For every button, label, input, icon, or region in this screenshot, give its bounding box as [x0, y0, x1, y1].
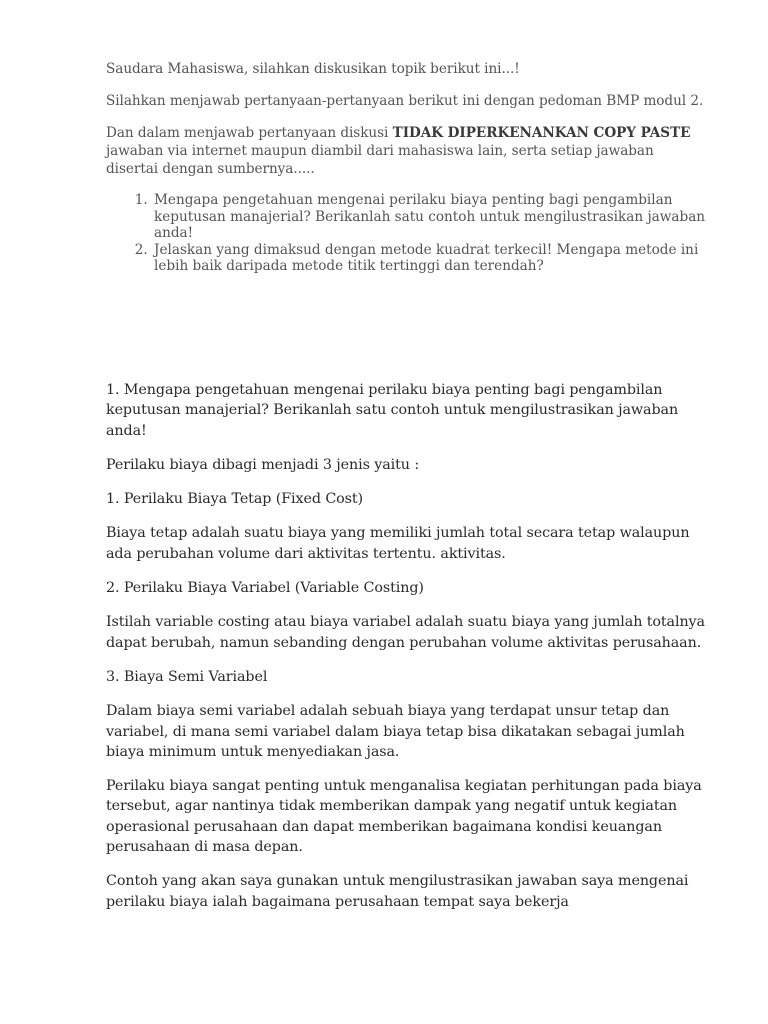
- answer-question-repeat: 1. Mengapa pengetahuan mengenai perilaku biaya penting bagi pengambilan keputusan manajerial? Berikanlah satu contoh untuk mengilustrasikan jawaban anda!: [106, 382, 679, 439]
- rule-text: [106, 124, 706, 178]
- question-list: [106, 192, 706, 275]
- type-heading-1: 1. Perilaku Biaya Tetap (Fixed Cost): [106, 491, 364, 508]
- intro-section: [106, 60, 706, 275]
- importance-paragraph: Perilaku biaya sangat penting untuk menganalisa kegiatan perhitungan pada biaya tersebut, agar nantinya tidak memberikan dampak yang negatif untuk kegiatan operasional perusahaan dan dapat memberikan bagaimana kondisi keuangan perusahaan di masa depan.: [106, 778, 702, 856]
- instruction-text: Silahkan menjawab pertanyaan-pertanyaan berikut ini dengan pedoman BMP modul 2.: [106, 93, 704, 109]
- rule-emphasis: TIDAK DIPERKENANKAN COPY PASTE: [392, 125, 691, 141]
- question-item-1: 1. Mengapa pengetahuan mengenai perilaku biaya penting bagi pengambilan keputusan manajerial? Berikanlah satu contoh untuk mengilustrasikan jawaban anda!: [152, 192, 706, 242]
- answer-lead: Perilaku biaya dibagi menjadi 3 jenis yaitu :: [106, 456, 420, 473]
- type-body-3: Dalam biaya semi variabel adalah sebuah biaya yang terdapat unsur tetap dan variabel, di mana semi variabel dalam biaya tetap bisa dikatakan sebagai jumlah biaya minimum untuk menyediakan jasa.: [106, 703, 685, 760]
- type-body-1: Biaya tetap adalah suatu biaya yang memiliki jumlah total secara tetap walaupun ada perubahan volume dari aktivitas tertentu. aktivitas.: [106, 525, 690, 562]
- greeting-text: Saudara Mahasiswa, silahkan diskusikan topik berikut ini...!: [106, 61, 520, 77]
- document-intro: [106, 60, 706, 275]
- rule-prefix: Dan dalam menjawab pertanyaan diskusi: [106, 125, 393, 141]
- rule-suffix: jawaban via internet maupun diambil dari mahasiswa lain, serta setiap jawaban disertai dengan sumbernya.....: [106, 143, 654, 177]
- type-heading-3: 3. Biaya Semi Variabel: [106, 668, 268, 685]
- answer-section: [106, 380, 711, 926]
- type-body-2: Istilah variable costing atau biaya variabel adalah suatu biaya yang jumlah totalnya dapat berubah, namun sebanding dengan perubahan volume aktivitas perusahaan.: [106, 614, 705, 651]
- question-item-2: 2. Jelaskan yang dimaksud dengan metode kuadrat terkecil! Mengapa metode ini lebih baik daripada metode titik tertinggi dan terendah?: [152, 242, 706, 275]
- type-heading-2: 2. Perilaku Biaya Variabel (Variable Costing): [106, 580, 424, 597]
- example-paragraph: Contoh yang akan saya gunakan untuk mengilustrasikan jawaban saya mengenai perilaku biaya ialah bagaimana perusahaan tempat saya bekerja: [106, 873, 689, 910]
